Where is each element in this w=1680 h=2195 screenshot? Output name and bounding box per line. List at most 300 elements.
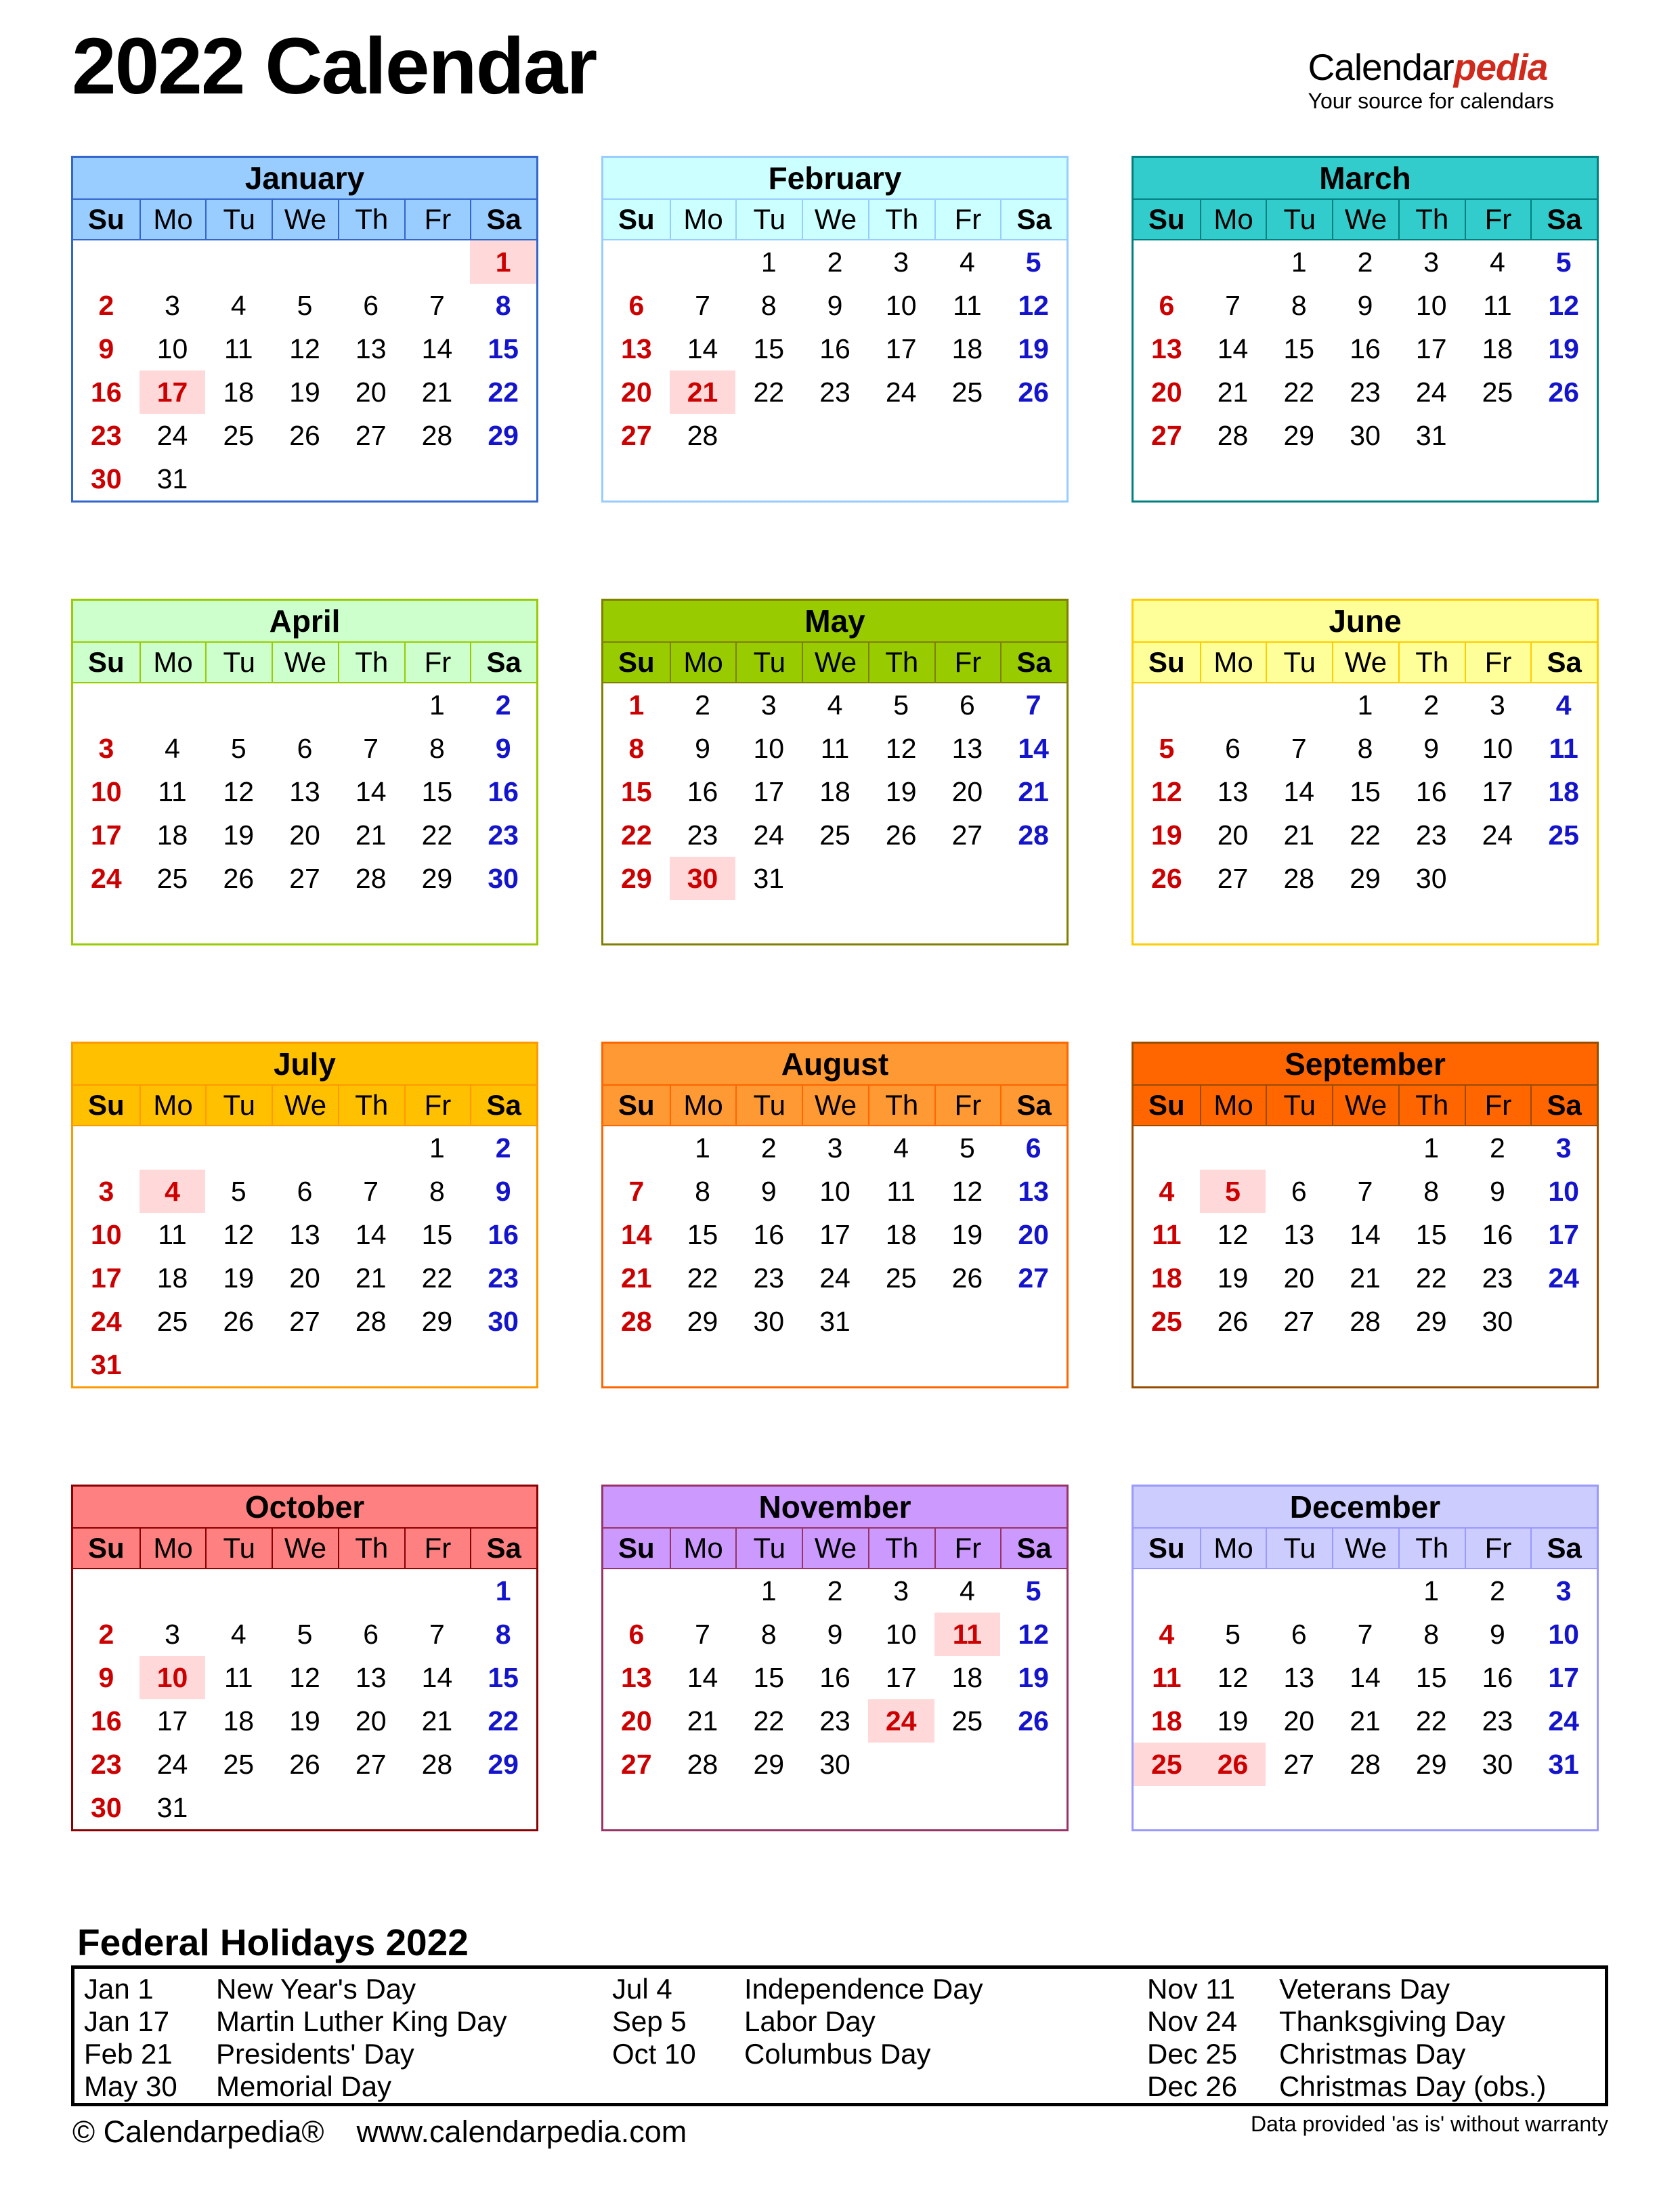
holiday-date: Sep 5 — [612, 2005, 687, 2037]
weekday-label: We — [1332, 200, 1398, 239]
weekday-label: Fr — [1465, 643, 1531, 682]
day-cell: 4 — [893, 1132, 909, 1164]
day-cell: 30 — [1415, 862, 1447, 894]
day-cell: 18 — [1151, 1262, 1182, 1294]
day-cell: 9 — [1490, 1175, 1505, 1207]
day-cell — [1398, 457, 1465, 500]
month-title: September — [1134, 1044, 1597, 1086]
day-cell: 17 — [819, 1218, 850, 1250]
day-cell — [272, 1343, 338, 1386]
day-cell: 7 — [1225, 289, 1241, 321]
day-cell: 23 — [753, 1262, 785, 1294]
day-cell: 22 — [1415, 1262, 1447, 1294]
day-cell: 29 — [1283, 419, 1315, 451]
day-cell: 23 — [91, 419, 122, 451]
day-cell — [1200, 1786, 1266, 1829]
weekday-header-row — [1134, 1529, 1597, 1569]
day-cell: 8 — [429, 732, 445, 764]
day-cell: 18 — [1482, 333, 1513, 364]
day-cell — [1134, 240, 1200, 284]
weekday-label: Mo — [139, 1529, 206, 1568]
day-cell — [1266, 457, 1332, 500]
day-cell — [868, 1300, 934, 1343]
weekday-label: Su — [603, 200, 670, 239]
day-cell: 17 — [156, 1705, 188, 1736]
weekday-label: Th — [1398, 200, 1465, 239]
weekday-label: Tu — [1266, 1086, 1332, 1125]
day-cell: 22 — [421, 819, 453, 851]
day-cell: 9 — [1490, 1618, 1505, 1650]
day-cell: 13 — [289, 1218, 320, 1250]
day-cell — [1000, 1343, 1067, 1386]
day-cell — [1332, 1786, 1398, 1829]
weekday-label: We — [802, 643, 868, 682]
day-cell: 9 — [495, 1175, 511, 1207]
weekday-header-row — [73, 1086, 536, 1126]
holiday-name: Presidents' Day — [216, 2038, 414, 2070]
day-cell: 17 — [139, 370, 206, 414]
day-cell: 30 — [91, 1791, 122, 1823]
weekday-label: Su — [73, 200, 139, 239]
day-cell: 18 — [223, 1705, 255, 1736]
day-cell: 19 — [1217, 1705, 1249, 1736]
weekday-label: Sa — [470, 643, 536, 682]
day-cell: 25 — [819, 819, 850, 851]
day-cell — [603, 1786, 670, 1829]
day-cell: 27 — [1018, 1262, 1049, 1294]
day-cell — [670, 457, 736, 500]
month-days — [73, 1126, 536, 1386]
day-cell: 6 — [960, 689, 975, 721]
day-cell: 16 — [753, 1218, 785, 1250]
day-cell: 3 — [98, 1175, 114, 1207]
holiday-row — [612, 1973, 1147, 2005]
day-cell: 11 — [953, 289, 982, 321]
footer-copyright — [72, 2114, 687, 2150]
day-cell: 20 — [1018, 1218, 1049, 1250]
day-cell: 14 — [355, 775, 387, 807]
day-cell: 16 — [1482, 1661, 1513, 1693]
day-cell: 6 — [628, 289, 645, 321]
day-cell — [1530, 900, 1597, 943]
day-cell: 24 — [819, 1262, 850, 1294]
day-cell: 12 — [885, 732, 917, 764]
day-cell: 26 — [1018, 376, 1049, 408]
holiday-date: May 30 — [84, 2070, 177, 2102]
day-cell: 20 — [355, 376, 387, 408]
weekday-label: Tu — [1266, 1529, 1332, 1568]
day-cell — [1332, 900, 1398, 943]
day-cell — [868, 1743, 934, 1786]
day-cell — [73, 1569, 139, 1613]
day-cell: 31 — [753, 862, 785, 894]
weekday-label: Th — [1398, 1529, 1465, 1568]
day-cell: 24 — [868, 1699, 934, 1743]
weekday-label: Fr — [404, 200, 471, 239]
day-cell: 4 — [230, 289, 246, 321]
day-cell: 20 — [289, 1262, 320, 1294]
day-cell: 12 — [223, 1218, 255, 1250]
day-cell — [338, 1126, 404, 1170]
holiday-date: Feb 21 — [84, 2038, 173, 2070]
day-cell: 17 — [885, 333, 917, 364]
month-days — [603, 683, 1067, 943]
day-cell: 2 — [98, 1618, 114, 1650]
day-cell: 20 — [1283, 1705, 1315, 1736]
day-cell: 28 — [355, 1305, 387, 1337]
page-title: 2022 Calendar — [72, 22, 597, 111]
day-cell: 10 — [753, 732, 785, 764]
day-cell: 9 — [695, 732, 710, 764]
weekday-label: We — [1332, 1529, 1398, 1568]
day-cell: 9 — [98, 333, 114, 364]
day-cell — [404, 1569, 471, 1613]
day-cell — [1332, 1569, 1398, 1613]
day-cell: 2 — [1357, 246, 1373, 278]
day-cell — [1530, 457, 1597, 500]
weekday-header-row — [603, 643, 1067, 683]
day-cell — [868, 414, 934, 457]
day-cell: 28 — [1350, 1748, 1381, 1780]
day-cell: 19 — [223, 1262, 255, 1294]
holiday-date: Dec 26 — [1147, 2070, 1238, 2102]
day-cell: 15 — [753, 333, 785, 364]
day-cell: 2 — [495, 1132, 511, 1164]
day-cell: 19 — [1018, 1661, 1049, 1693]
day-cell: 10 — [1415, 289, 1447, 321]
day-cell: 21 — [1283, 819, 1315, 851]
day-cell — [934, 457, 1001, 500]
day-cell: 16 — [1415, 775, 1447, 807]
weekday-label: Th — [338, 643, 404, 682]
day-cell: 17 — [1415, 333, 1447, 364]
day-cell: 27 — [621, 419, 652, 451]
weekday-header-row — [1134, 1086, 1597, 1126]
day-cell: 2 — [760, 1132, 777, 1164]
day-cell: 11 — [1152, 1218, 1182, 1250]
day-cell: 22 — [1415, 1705, 1447, 1736]
day-cell: 27 — [1283, 1305, 1315, 1337]
weekday-label: Fr — [404, 1086, 471, 1125]
holiday-date: Jan 17 — [84, 2005, 170, 2037]
day-cell: 25 — [951, 376, 983, 408]
day-cell — [1266, 900, 1332, 943]
day-cell: 27 — [355, 1748, 387, 1780]
day-cell: 16 — [819, 333, 850, 364]
month-title: April — [73, 601, 536, 643]
day-cell — [1266, 1126, 1332, 1170]
day-cell — [205, 1786, 272, 1829]
day-cell: 24 — [156, 419, 188, 451]
day-cell: 18 — [885, 1218, 917, 1250]
day-cell: 27 — [355, 419, 387, 451]
day-cell — [338, 900, 404, 943]
day-cell — [1465, 900, 1531, 943]
day-cell — [1134, 900, 1200, 943]
day-cell: 3 — [1423, 246, 1440, 278]
day-cell: 8 — [1423, 1618, 1440, 1650]
weekday-label: Sa — [1000, 200, 1067, 239]
day-cell: 15 — [488, 333, 519, 364]
day-cell: 31 — [156, 1791, 188, 1823]
day-cell: 18 — [951, 333, 983, 364]
day-cell: 18 — [951, 1661, 983, 1693]
day-cell: 7 — [628, 1175, 645, 1207]
day-cell — [272, 457, 338, 500]
day-cell: 20 — [289, 819, 320, 851]
day-cell: 15 — [1350, 775, 1381, 807]
day-cell: 22 — [421, 1262, 453, 1294]
day-cell: 26 — [1200, 1743, 1266, 1786]
day-cell: 25 — [223, 1748, 255, 1780]
day-cell — [1000, 857, 1067, 900]
holiday-column — [1147, 1973, 1605, 2103]
day-cell — [802, 857, 868, 900]
day-cell: 12 — [223, 775, 255, 807]
day-cell: 29 — [753, 1748, 785, 1780]
day-cell: 8 — [1291, 289, 1307, 321]
month-card — [71, 156, 538, 503]
day-cell — [205, 900, 272, 943]
month-days — [1134, 1569, 1597, 1829]
day-cell: 22 — [488, 1705, 519, 1736]
calendarpedia-logo — [1308, 46, 1554, 113]
day-cell: 7 — [429, 289, 445, 321]
day-cell: 6 — [1291, 1618, 1307, 1650]
holiday-row — [84, 1973, 612, 2005]
day-cell: 11 — [158, 775, 187, 807]
weekday-label: Sa — [1530, 200, 1597, 239]
day-cell: 26 — [1151, 862, 1182, 894]
day-cell: 9 — [1357, 289, 1373, 321]
day-cell: 23 — [1415, 819, 1447, 851]
day-cell: 3 — [1490, 689, 1505, 721]
day-cell — [404, 1343, 471, 1386]
day-cell — [735, 457, 802, 500]
day-cell: 6 — [1159, 289, 1175, 321]
weekday-label: Fr — [1465, 1086, 1531, 1125]
day-cell: 27 — [1217, 862, 1249, 894]
day-cell — [868, 457, 934, 500]
day-cell: 28 — [421, 1748, 453, 1780]
month-days — [603, 1126, 1067, 1386]
day-cell: 20 — [1217, 819, 1249, 851]
day-cell: 3 — [165, 289, 180, 321]
day-cell: 8 — [429, 1175, 445, 1207]
day-cell: 30 — [819, 1748, 850, 1780]
weekday-label: We — [1332, 643, 1398, 682]
day-cell: 19 — [885, 775, 917, 807]
day-cell — [934, 857, 1001, 900]
day-cell: 8 — [760, 1618, 777, 1650]
day-cell — [139, 1569, 206, 1613]
day-cell: 25 — [1548, 819, 1579, 851]
day-cell: 22 — [753, 1705, 785, 1736]
day-cell: 15 — [421, 1218, 453, 1250]
weekday-label: Sa — [470, 1529, 536, 1568]
day-cell — [1530, 1786, 1597, 1829]
day-cell: 9 — [760, 1175, 777, 1207]
day-cell: 20 — [621, 1705, 652, 1736]
day-cell: 7 — [363, 1175, 379, 1207]
day-cell: 2 — [1490, 1132, 1505, 1164]
month-title: October — [73, 1487, 536, 1529]
day-cell: 23 — [1482, 1262, 1513, 1294]
day-cell: 26 — [885, 819, 917, 851]
copyright-text: © Calendarpedia® — [72, 2114, 324, 2149]
weekday-label: Th — [1398, 1086, 1465, 1125]
day-cell: 11 — [886, 1175, 916, 1207]
day-cell: 14 — [1283, 775, 1315, 807]
day-cell: 17 — [885, 1661, 917, 1693]
weekday-label: Mo — [139, 643, 206, 682]
holiday-row — [1147, 2070, 1605, 2103]
weekday-label: Tu — [205, 1529, 272, 1568]
day-cell: 16 — [687, 775, 718, 807]
day-cell — [73, 240, 139, 284]
weekday-label: Th — [338, 200, 404, 239]
holiday-name: Veterans Day — [1279, 1973, 1450, 2005]
day-cell: 19 — [289, 376, 320, 408]
day-cell — [1530, 857, 1597, 900]
day-cell: 24 — [1482, 819, 1513, 851]
day-cell — [1332, 1126, 1398, 1170]
day-cell: 25 — [1482, 376, 1513, 408]
day-cell: 31 — [1548, 1748, 1579, 1780]
day-cell: 25 — [885, 1262, 917, 1294]
day-cell: 11 — [1152, 1661, 1182, 1693]
day-cell — [1266, 1569, 1332, 1613]
day-cell — [73, 683, 139, 727]
weekday-label: Tu — [205, 643, 272, 682]
day-cell — [1000, 1786, 1067, 1829]
holiday-name: Christmas Day — [1279, 2038, 1466, 2070]
weekday-label: Fr — [934, 1529, 1001, 1568]
day-cell — [139, 240, 206, 284]
day-cell — [205, 1126, 272, 1170]
day-cell: 13 — [1217, 775, 1249, 807]
day-cell: 16 — [1350, 333, 1381, 364]
day-cell: 21 — [687, 1705, 718, 1736]
holiday-name: Christmas Day (obs.) — [1279, 2070, 1547, 2102]
day-cell: 27 — [951, 819, 983, 851]
day-cell: 8 — [695, 1175, 710, 1207]
day-cell: 24 — [885, 376, 917, 408]
holiday-date: Nov 11 — [1147, 1973, 1235, 2005]
day-cell: 1 — [1423, 1132, 1440, 1164]
day-cell: 13 — [1151, 333, 1182, 364]
day-cell: 21 — [621, 1262, 652, 1294]
day-cell: 1 — [695, 1132, 710, 1164]
day-cell — [404, 457, 471, 500]
month-title: February — [603, 158, 1067, 200]
day-cell: 19 — [1018, 333, 1049, 364]
holiday-name: Independence Day — [744, 1973, 983, 2005]
day-cell: 10 — [139, 1656, 206, 1699]
weekday-label: Mo — [670, 1529, 736, 1568]
day-cell: 18 — [156, 819, 188, 851]
day-cell: 16 — [819, 1661, 850, 1693]
day-cell: 5 — [1159, 732, 1175, 764]
day-cell: 18 — [819, 775, 850, 807]
month-title: November — [603, 1487, 1067, 1529]
day-cell — [1530, 1343, 1597, 1386]
day-cell: 6 — [363, 289, 379, 321]
day-cell: 16 — [91, 1705, 122, 1736]
day-cell: 2 — [98, 289, 114, 321]
holiday-date: Nov 24 — [1147, 2005, 1238, 2037]
day-cell: 15 — [1283, 333, 1315, 364]
day-cell: 15 — [687, 1218, 718, 1250]
day-cell: 5 — [960, 1132, 975, 1164]
day-cell: 14 — [1350, 1661, 1381, 1693]
day-cell: 6 — [1025, 1132, 1041, 1164]
day-cell — [470, 457, 536, 500]
day-cell: 27 — [289, 862, 320, 894]
day-cell: 5 — [297, 289, 313, 321]
weekday-label: Fr — [1465, 200, 1531, 239]
day-cell: 18 — [156, 1262, 188, 1294]
day-cell: 21 — [1217, 376, 1249, 408]
day-cell — [603, 240, 670, 284]
month-days — [603, 1569, 1067, 1829]
day-cell: 21 — [1018, 775, 1049, 807]
month-card — [71, 599, 538, 945]
weekday-label: We — [802, 200, 868, 239]
day-cell — [1134, 1343, 1200, 1386]
day-cell: 10 — [91, 775, 122, 807]
day-cell: 28 — [355, 862, 387, 894]
day-cell — [603, 457, 670, 500]
day-cell: 15 — [753, 1661, 785, 1693]
day-cell: 7 — [1357, 1175, 1373, 1207]
day-cell — [272, 1126, 338, 1170]
day-cell — [1134, 683, 1200, 727]
day-cell: 11 — [158, 1218, 187, 1250]
day-cell: 11 — [934, 1613, 1001, 1656]
weekday-label: We — [802, 1529, 868, 1568]
day-cell: 23 — [819, 376, 850, 408]
day-cell: 17 — [1548, 1661, 1579, 1693]
holiday-name: Thanksgiving Day — [1279, 2005, 1505, 2037]
day-cell: 29 — [488, 419, 519, 451]
day-cell: 13 — [1018, 1175, 1049, 1207]
day-cell: 29 — [421, 862, 453, 894]
day-cell: 5 — [230, 1175, 246, 1207]
day-cell — [603, 900, 670, 943]
day-cell: 21 — [355, 819, 387, 851]
day-cell: 14 — [621, 1218, 652, 1250]
day-cell: 23 — [1482, 1705, 1513, 1736]
day-cell — [272, 1786, 338, 1829]
day-cell: 28 — [687, 419, 718, 451]
day-cell — [272, 683, 338, 727]
weekday-label: Fr — [934, 643, 1001, 682]
day-cell: 24 — [156, 1748, 188, 1780]
day-cell — [404, 240, 471, 284]
day-cell: 21 — [1350, 1262, 1381, 1294]
weekday-label: Tu — [1266, 200, 1332, 239]
day-cell: 14 — [687, 1661, 718, 1693]
day-cell: 12 — [951, 1175, 983, 1207]
month-title: December — [1134, 1487, 1597, 1529]
day-cell: 25 — [223, 419, 255, 451]
weekday-label: Sa — [1000, 643, 1067, 682]
day-cell: 16 — [1482, 1218, 1513, 1250]
day-cell — [338, 240, 404, 284]
holiday-row — [1147, 2005, 1605, 2038]
day-cell: 3 — [165, 1618, 180, 1650]
